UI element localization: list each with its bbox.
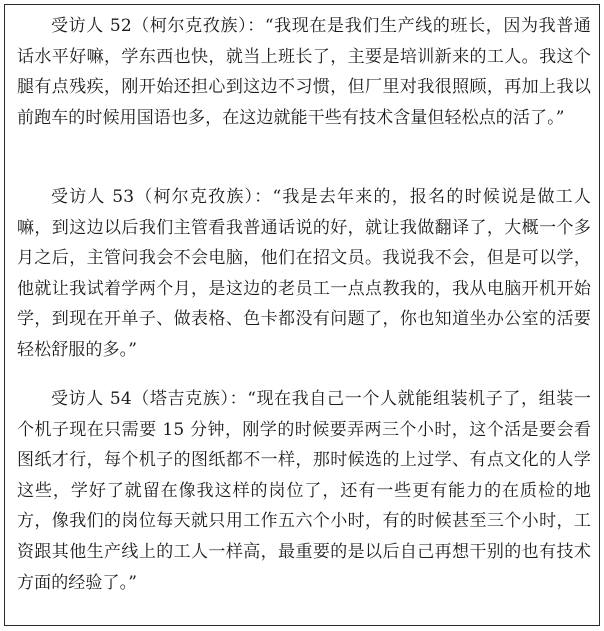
document-frame: [4, 4, 600, 626]
interview-paragraph-52: 受访人 52（柯尔克孜族）：“我现在是我们生产线的班长，因为我普通话水平好嘛，学东西也快，就当上班长了，主要是培训新来的工人。我这个腿有点残疾，刚开始还担心到这边不习惯，但厂里对我很照顾，再加上我以前跑车的时候用国语也多，在这边就能干些有技术含量但轻松点的活了。”: [17, 16, 591, 128]
interview-paragraph-54: 受访人 54（塔吉克族）：“现在我自己一个人就能组装机子了，组装一个机子现在只需要 15 分钟，刚学的时候要弄两三个小时，这个活是要会看图纸才行，每个机子的图纸都不一样，那时候选的上过学、有点文化的人学这些，学好了就留在像我这样的岗位了，还有一些更有能力的在质检的地方，像我们的岗位每天就只用工作五六个小时，有的时候甚至三个小时，工资跟其他生产线上的工人一样高，最重要的是以后自己再想干别的也有技术方面的经验了。”: [17, 389, 591, 593]
interview-paragraph-53: 受访人 53（柯尔克孜族）：“我是去年来的，报名的时候说是做工人嘛，到这边以后我们主管看我普通话说的好，就让我做翻译了，大概一个多月之后，主管问我会不会电脑，他们在招文员。我说我不会，但是可以学，他就让我试着学两个月，是这边的老员工一点点教我的，我从电脑开机开始学，到现在开单子、做表格、色卡都没有问题了，你也知道坐办公室的活要轻松舒服的多。”: [17, 187, 591, 360]
